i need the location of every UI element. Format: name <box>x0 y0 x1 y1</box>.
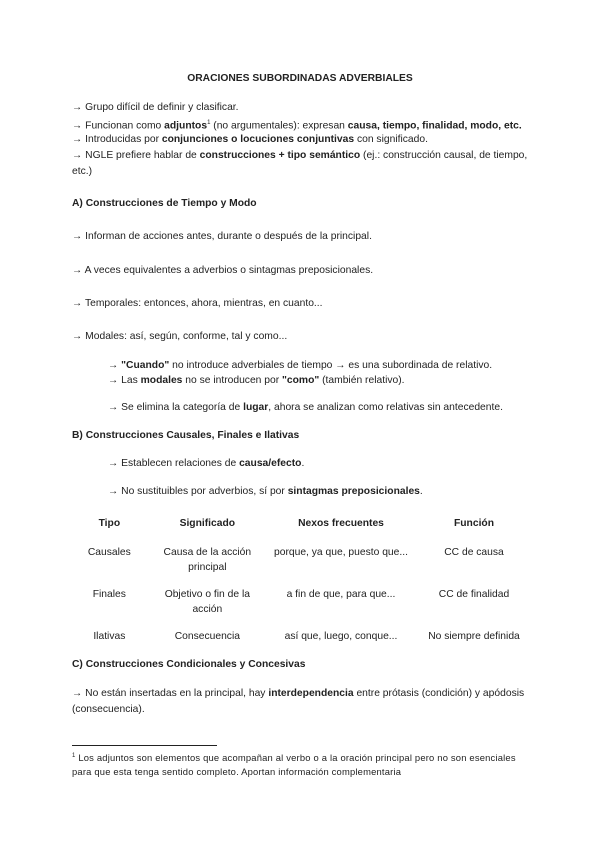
table-header-cell: Significado <box>179 518 236 529</box>
section-a-heading: A) Construcciones de Tiempo y Modo <box>72 198 257 209</box>
table-row <box>72 585 534 627</box>
table-cell: así que, luego, conque... <box>284 631 398 642</box>
intro-line-1: → Grupo difícil de definir y clasificar. <box>72 102 239 113</box>
section-b-note-2: → No sustituibles por adverbios, sí por sintagmas preposicionales. <box>108 486 423 497</box>
table-cell: CC de finalidad <box>438 589 510 600</box>
table-cell: Causa de la acción principal <box>163 547 252 573</box>
intro-line-2: → Funcionan como adjuntos$^1$ (no argumentales): expresan causa, tiempo, finalidad, modo, etc. <box>72 120 522 132</box>
table-cell: Objetivo o fin de la acción <box>164 589 250 615</box>
table-header-cell: Nexos frecuentes <box>298 518 384 529</box>
intro-line-4: → NGLE prefiere hablar de construcciones + tipo semántico (ej.: construcción causal, de tiempo, etc.) <box>72 150 528 177</box>
section-a-note-2: → Las modales no se introducen por "como" (también relativo). <box>108 375 405 386</box>
table-row <box>72 543 534 585</box>
footnote-separator <box>72 745 217 746</box>
section-a-paragraph: → A veces equivalentes a adverbios o sintagmas preposicionales. <box>72 265 374 276</box>
footnote <box>72 750 532 778</box>
table-cell: Causales <box>87 547 131 558</box>
table-cell: CC de causa <box>444 547 504 558</box>
table-cell: Consecuencia <box>174 631 240 642</box>
section-c-heading: C) Construcciones Condicionales y Concesivas <box>72 659 306 670</box>
table-row <box>72 627 534 654</box>
table-cell: a fin de que, para que... <box>286 589 396 600</box>
section-c-paragraph: → No están insertadas en la principal, hay interdependencia entre prótasis (condición) y apódosis (consecuencia). <box>72 688 525 715</box>
constructions-table <box>72 514 534 654</box>
table-cell: porque, ya que, puesto que... <box>274 547 408 558</box>
section-a-paragraph: → Informan de acciones antes, durante o después de la principal. <box>72 231 372 242</box>
section-b-note-1: → Establecen relaciones de causa/efecto. <box>108 458 305 469</box>
table-header-cell: Tipo <box>98 518 121 529</box>
table-header-row <box>72 514 534 543</box>
section-b-heading: B) Construcciones Causales, Finales e Ilativas <box>72 430 300 441</box>
footnote-ref: 1 <box>207 120 211 126</box>
section-a-paragraph: → Modales: así, según, conforme, tal y como... <box>72 331 288 342</box>
footnote-mark: 1 <box>72 753 76 759</box>
section-a-note-1: → "Cuando" no introduce adverbiales de tiempo → es una subordinada de relativo. <box>108 360 493 371</box>
table-cell: Finales <box>92 589 126 600</box>
section-a-note-3: → Se elimina la categoría de lugar, ahora se analizan como relativas sin antecedente. <box>108 402 503 413</box>
intro-line-3: → Introducidas por conjunciones o locuciones conjuntivas con significado. <box>72 134 428 145</box>
table-header-cell: Función <box>453 518 495 529</box>
section-a-paragraph: → Temporales: entonces, ahora, mientras, en cuanto... <box>72 298 323 309</box>
table-cell: No siempre definida <box>428 631 520 642</box>
table-cell: Ilativas <box>93 631 126 642</box>
page-title: ORACIONES SUBORDINADAS ADVERBIALES <box>187 73 413 84</box>
footnote-text: Los adjuntos son elementos que acompañan al verbo o a la oración principal pero no son esenciales para que esta tenga sentido completo. Aportan información complementaria <box>72 752 516 777</box>
